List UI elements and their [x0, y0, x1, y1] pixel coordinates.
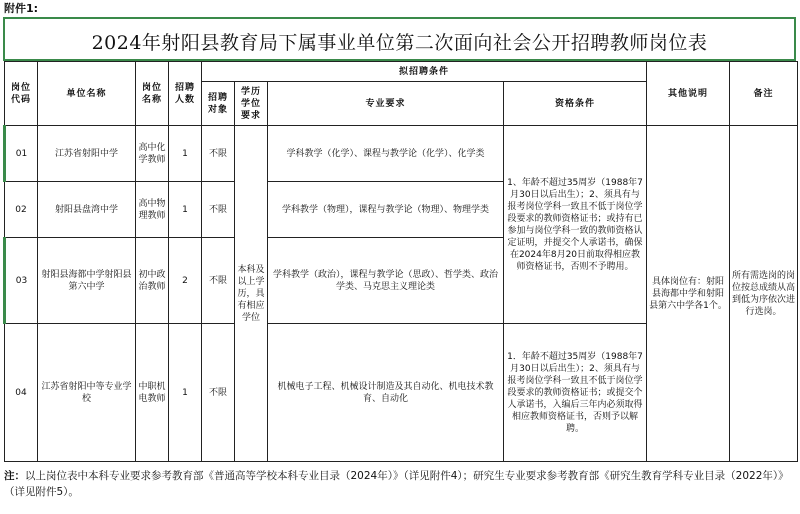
header-unit-name: 单位名称 [38, 62, 136, 126]
header-remark: 备注 [730, 62, 798, 126]
cell-num: 1 [169, 182, 202, 238]
cell-num: 2 [169, 238, 202, 324]
cell-code: 04 [5, 324, 38, 462]
footnote-text: 以上岗位表中本科专业要求参考教育部《普通高等学校本科专业目录（2024年）》（详见附件4）；研究生专业要求参考教育部《研究生教育学科专业目录（2022年）》（详见附件5）。 [4, 470, 789, 498]
cell-code: 01 [5, 126, 38, 182]
footnote [4, 468, 796, 500]
recruitment-table [3, 61, 798, 462]
cell-major: 学科教学（政治），课程与教学论（思政）、哲学类、政治学类、马克思主义理论类 [268, 238, 504, 324]
header-other: 其他说明 [647, 62, 730, 126]
header-num: 招聘人数 [169, 62, 202, 126]
cell-target: 不限 [202, 182, 235, 238]
header-edu: 学历学位要求 [235, 82, 268, 126]
cell-unit: 射阳县盘湾中学 [38, 182, 136, 238]
header-conditions-group: 拟招聘条件 [202, 62, 647, 82]
table-row [5, 126, 798, 182]
cell-major: 机械电子工程、机械设计制造及其自动化、机电技术教育、自动化 [268, 324, 504, 462]
cell-major: 学科教学（化学）、课程与教学论（化学）、化学类 [268, 126, 504, 182]
attachment-label: 附件1: [4, 2, 39, 15]
cell-other-merged: 具体岗位有：射阳县海都中学和射阳县第六中学各1个。 [647, 126, 730, 462]
cell-code: 03 [5, 238, 38, 324]
cell-unit: 江苏省射阳中等专业学校 [38, 324, 136, 462]
header-qualification: 资格条件 [504, 82, 647, 126]
cell-post: 中职机电教师 [136, 324, 169, 462]
cell-unit: 江苏省射阳中学 [38, 126, 136, 182]
cell-target: 不限 [202, 324, 235, 462]
cell-qualification-1-3: 1、年龄不超过35周岁（1988年7月30日以后出生）；2、须具有与报考岗位学科一致且不低于岗位学段要求的教师资格证书；或持有已参加与岗位学科一致的教师资格认定证明，并提交个人承诺书，确保在2024年8月20日前取得相应教师资格证书，否则不予聘用。 [504, 126, 647, 324]
title-box [3, 17, 796, 61]
cell-code: 02 [5, 182, 38, 238]
cell-post: 初中政治教师 [136, 238, 169, 324]
cell-post: 高中物理教师 [136, 182, 169, 238]
cell-edu-merged: 本科及以上学历，具有相应学位 [235, 126, 268, 462]
cell-num: 1 [169, 324, 202, 462]
header-target: 招聘对象 [202, 82, 235, 126]
header-post-name: 岗位名称 [136, 62, 169, 126]
cell-unit: 射阳县海都中学射阳县第六中学 [38, 238, 136, 324]
cell-remark-merged: 所有需选岗的岗位按总成绩从高到低为序依次进行选岗。 [730, 126, 798, 462]
cell-target: 不限 [202, 126, 235, 182]
header-post-code: 岗位代码 [5, 62, 38, 126]
cell-major: 学科教学（物理），课程与教学论（物理）、物理学类 [268, 182, 504, 238]
cell-post: 高中化学教师 [136, 126, 169, 182]
cell-target: 不限 [202, 238, 235, 324]
cell-num: 1 [169, 126, 202, 182]
footnote-label: 注： [4, 470, 25, 482]
header-major: 专业要求 [268, 82, 504, 126]
cell-qualification-4: 1．年龄不超过35周岁（1988年7月30日以后出生）；2、须具有与报考岗位学科一致且不低于岗位学段要求的教师资格证书；或提交个人承诺书，入编后三年内必须取得相应教师资格证书，否则予以解聘。 [504, 324, 647, 462]
page-title: 2024年射阳县教育局下属事业单位第二次面向社会公开招聘教师岗位表 [91, 32, 708, 54]
